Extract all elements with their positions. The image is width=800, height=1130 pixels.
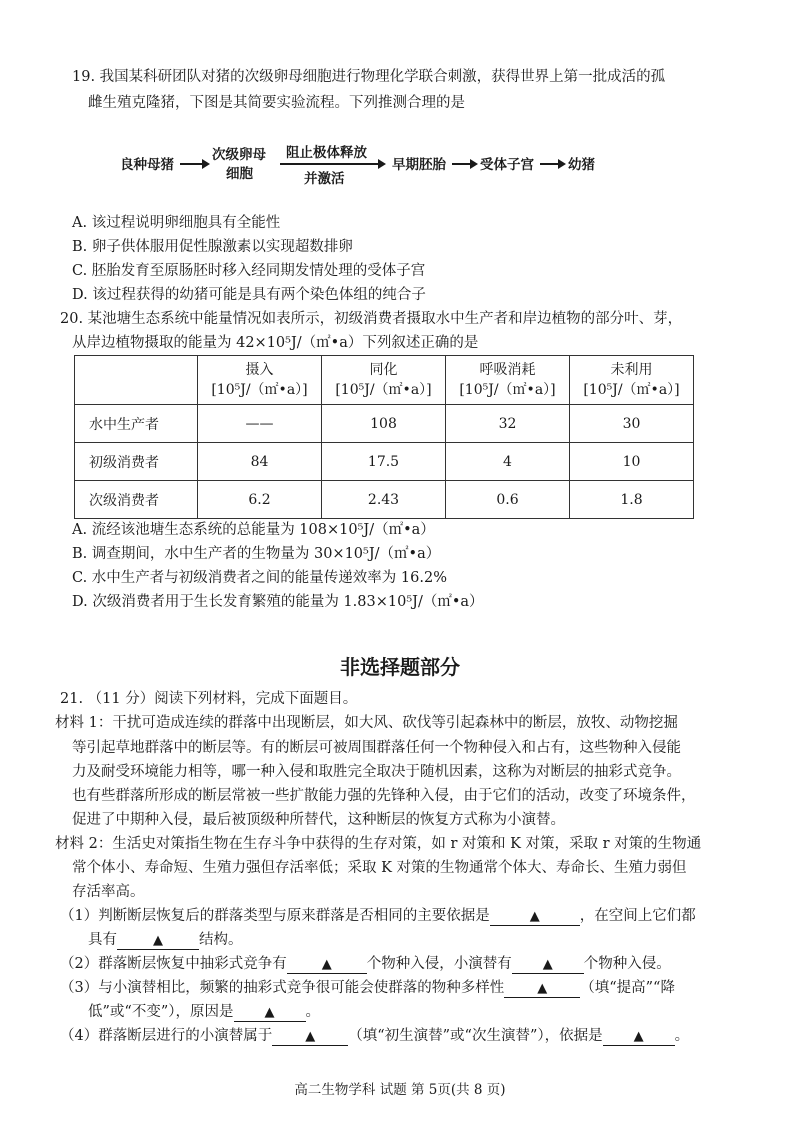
triangle-icon: ▲ xyxy=(305,1029,316,1044)
q21-sub4 xyxy=(60,1023,689,1049)
table-cell: 6.2 xyxy=(198,481,322,519)
answer-blank[interactable] xyxy=(287,955,367,974)
table-cell: 108 xyxy=(322,405,446,443)
flow-node-sow: 良种母猪 xyxy=(120,157,174,173)
q20-option-b: B. 调查期间，水中生产者的生物量为 30×10⁵J/（㎡•a） xyxy=(72,546,441,562)
q21-sub1-line1 xyxy=(60,903,696,929)
header-unit: [10⁵J/（㎡•a）] xyxy=(459,382,556,398)
table-cell: 0.6 xyxy=(446,481,570,519)
table-cell: 4 xyxy=(446,443,570,481)
answer-blank[interactable] xyxy=(117,931,199,950)
sub1-text-c: 具有 xyxy=(88,932,117,948)
material1-line: 也有些群落所形成的断层常被一些扩散能力强的先锋种入侵，由于它们的活动，改变了环境条件， xyxy=(72,788,696,804)
table-cell: 30 xyxy=(570,405,694,443)
table-cell: 84 xyxy=(198,443,322,481)
q21-sub3-line2 xyxy=(88,999,320,1025)
table-header-cell xyxy=(570,356,694,405)
material1-line: 材料 1：干扰可造成连续的群落中出现断层，如大风、砍伐等引起森林中的断层，放牧、动物挖掘 xyxy=(55,715,678,731)
table-cell: 32 xyxy=(446,405,570,443)
q21-sub1-line2 xyxy=(88,927,243,953)
sub2-text-c: 个物种入侵。 xyxy=(583,956,671,972)
row-label: 初级消费者 xyxy=(75,443,198,481)
sub3-text-d: 。 xyxy=(305,1004,320,1020)
section-title: 非选择题部分 xyxy=(340,655,460,679)
answer-blank[interactable] xyxy=(512,955,584,974)
sub1-text-d: 结构。 xyxy=(199,932,243,948)
header-unit: [10⁵J/（㎡•a）] xyxy=(583,382,680,398)
sub4-text-b: （填“初生演替”或“次生演替”），依据是 xyxy=(348,1028,603,1044)
sub3-text-c: 低”或“不变”），原因是 xyxy=(88,1004,234,1020)
header-unit: [10⁵J/（㎡•a）] xyxy=(211,382,308,398)
flow-arrow xyxy=(452,163,476,165)
flow-node-piglet: 幼猪 xyxy=(568,157,595,173)
sub1-text-a: （1）判断断层恢复后的群落类型与原来群落是否相同的主要依据是 xyxy=(60,908,490,924)
sub4-text-c: 。 xyxy=(674,1028,690,1044)
q19-option-d: D. 该过程获得的幼猪可能是具有两个染色体组的纯合子 xyxy=(72,287,426,303)
sub1-text-b: ，在空间上它们都 xyxy=(579,908,696,924)
triangle-icon: ▲ xyxy=(537,981,548,996)
table-cell: —— xyxy=(198,405,322,443)
table-row xyxy=(75,443,694,481)
answer-blank[interactable] xyxy=(234,1003,306,1022)
flow-arrow xyxy=(180,163,208,165)
table-header-cell xyxy=(446,356,570,405)
header-name: 呼吸消耗 xyxy=(479,362,536,378)
flow-arrow-long xyxy=(280,163,384,165)
triangle-icon: ▲ xyxy=(264,1005,275,1020)
table-cell: 10 xyxy=(570,443,694,481)
table-cell: 1.8 xyxy=(570,481,694,519)
material1-line: 等引起草地群落中的断层等。有的断层可被周围群落任何一个物种侵入和占有，这些物种入侵能 xyxy=(72,740,681,756)
flow-step-top: 阻止极体释放 xyxy=(286,145,367,161)
q21-sub2 xyxy=(60,951,671,977)
flow-arrow xyxy=(540,163,564,165)
page-footer: 高二生物学科 试题 第 5页(共 8 页) xyxy=(294,1082,506,1098)
answer-blank[interactable] xyxy=(504,979,580,998)
q19-stem-line2: 雌生殖克隆猪，下图是其简要实验流程。下列推测合理的是 xyxy=(88,95,465,111)
material2-line: 常个体小、寿命短、生殖力强但存活率低；采取 K 对策的生物通常个体大、寿命长、生殖力弱但 xyxy=(72,860,687,876)
table-cell: 17.5 xyxy=(322,443,446,481)
q19-option-c: C. 胚胎发育至原肠胚时移入经同期发情处理的受体子宫 xyxy=(72,263,426,279)
flow-node-uterus: 受体子宫 xyxy=(480,157,534,173)
triangle-icon: ▲ xyxy=(529,909,540,924)
q21-sub3-line1 xyxy=(60,975,675,1001)
q20-option-a: A. 流经该池塘生态系统的总能量为 108×10⁵J/（㎡•a） xyxy=(72,522,435,538)
sub3-text-a: （3）与小演替相比，频繁的抽彩式竞争很可能会使群落的物种多样性 xyxy=(60,980,505,996)
header-unit: [10⁵J/（㎡•a）] xyxy=(335,382,432,398)
table-row xyxy=(75,481,694,519)
q21-intro: 21. （11 分）阅读下列材料，完成下面题目。 xyxy=(60,691,358,707)
answer-blank[interactable] xyxy=(603,1027,675,1046)
material1-line: 力及耐受环境能力相等，哪一种入侵和取胜完全取决于随机因素，这称为对断层的抽彩式竞争。 xyxy=(72,764,681,780)
energy-table xyxy=(74,355,694,519)
sub2-text-a: （2）群落断层恢复中抽彩式竞争有 xyxy=(60,956,287,972)
header-name: 未利用 xyxy=(610,362,653,378)
q19-option-b: B. 卵子供体服用促性腺激素以实现超数排卵 xyxy=(72,239,353,255)
answer-blank[interactable] xyxy=(272,1027,348,1046)
material2-line: 存活率高。 xyxy=(72,884,145,900)
table-row xyxy=(75,405,694,443)
triangle-icon: ▲ xyxy=(321,957,332,972)
row-label: 次级消费者 xyxy=(75,481,198,519)
triangle-icon: ▲ xyxy=(542,957,553,972)
q19-stem-line1: 19. 我国某科研团队对猪的次级卵母细胞进行物理化学联合刺激，获得世界上第一批成活的孤 xyxy=(72,69,666,85)
flow-step-bottom: 并激活 xyxy=(304,171,345,187)
answer-blank[interactable] xyxy=(490,907,580,926)
table-header-cell xyxy=(322,356,446,405)
table-header-row xyxy=(75,356,694,405)
q20-stem-line1: 20. 某池塘生态系统中能量情况如表所示，初级消费者摄取水中生产者和岸边植物的部分叶、芽， xyxy=(60,311,683,327)
material2-line: 材料 2：生活史对策指生物在生存斗争中获得的生存对策，如 r 对策和 K 对策，采取 r 对策的生物通 xyxy=(55,836,702,852)
sub4-text-a: （4）群落断层进行的小演替属于 xyxy=(60,1028,273,1044)
sub3-text-b: （填“提高”“降 xyxy=(580,980,675,996)
sub2-text-b: 个物种入侵，小演替有 xyxy=(366,956,512,972)
table-cell: 2.43 xyxy=(322,481,446,519)
material1-line: 促进了中期种入侵，最后被顶级种所替代，这种断层的恢复方式称为小演替。 xyxy=(72,812,565,828)
q20-option-d: D. 次级消费者用于生长发育繁殖的能量为 1.83×10⁵J/（㎡•a） xyxy=(72,594,484,610)
flow-node-oocyte-a: 次级卵母 xyxy=(212,147,266,163)
header-name: 摄入 xyxy=(245,362,274,378)
q19-option-a: A. 该过程说明卵细胞具有全能性 xyxy=(72,215,281,231)
table-corner-cell xyxy=(75,356,198,405)
triangle-icon: ▲ xyxy=(633,1029,644,1044)
table-header-cell xyxy=(198,356,322,405)
flow-node-embryo: 早期胚胎 xyxy=(392,157,446,173)
q20-stem-line2: 从岸边植物摄取的能量为 42×10⁵J/（㎡•a）下列叙述正确的是 xyxy=(72,335,479,351)
row-label: 水中生产者 xyxy=(75,405,198,443)
q20-option-c: C. 水中生产者与初级消费者之间的能量传递效率为 16.2% xyxy=(72,570,447,586)
flow-node-oocyte-b: 细胞 xyxy=(226,166,253,182)
triangle-icon: ▲ xyxy=(153,933,163,948)
header-name: 同化 xyxy=(369,362,398,378)
